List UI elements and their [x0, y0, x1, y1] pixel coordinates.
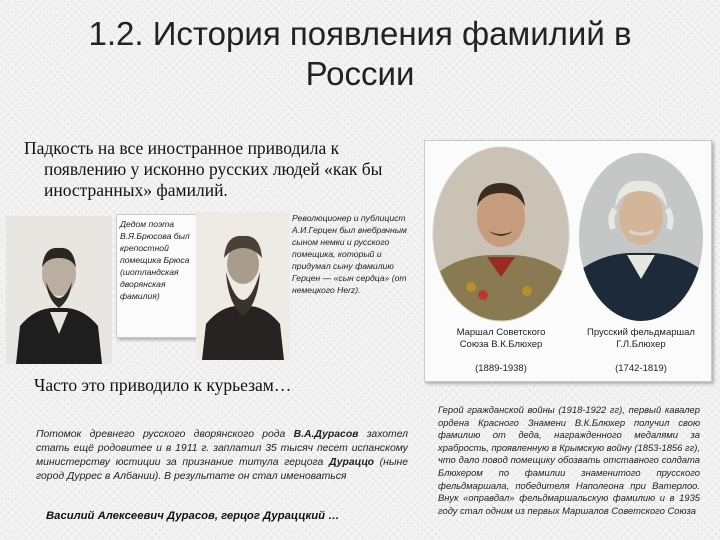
bluecher-label-line-2: Г.Л.Блюхер [616, 339, 666, 350]
herzen-portrait [196, 212, 290, 360]
story-name: В.А.Дурасов [293, 429, 359, 440]
story-part-1: Потомок древнего русского дворянского рода [36, 429, 294, 440]
bluecher-label [577, 327, 705, 351]
durasov-story [36, 428, 408, 484]
intro-line-1: Падкость на все иностранное приводила к [24, 138, 340, 158]
intro-line-2: появлению у исконно русских людей «как бы [44, 159, 383, 179]
blyukher-label-line-2: Союза В.К.Блюхер [459, 339, 543, 350]
story-durazzo: Дураццо [328, 457, 374, 468]
bluecher-years: (1742-1819) [615, 363, 667, 374]
blyukher-portrait [431, 145, 571, 323]
story-part-3: (ныне город Дуррес в Албании). В результате он стал именоваться [36, 457, 408, 482]
bluecher-portrait [577, 151, 705, 323]
intro-line-3: иностранных» фамилий. [44, 180, 228, 200]
herzen-caption: Революционер и публицист А.И.Герцен был внебрачным сыном немки и русского помещика, который и придумал сыну фамилию Герцен — «сын сердца» (от немецкого Herz). [292, 213, 407, 295]
bryusov-caption: Дедом поэта В.Я.Брюсова был крепостной помещика Брюса (шотландская дворянская фамилия) [120, 219, 190, 301]
bluecher-label-line-1: Прусский фельдмаршал [587, 327, 695, 338]
blyukher-years: (1889-1938) [475, 363, 527, 374]
marshals-panel [424, 140, 712, 382]
durasov-title: Василий Алексеевич Дурасов, герцог Дураццкий … [46, 510, 340, 522]
intro-paragraph [24, 138, 444, 201]
bryusov-caption-box [116, 214, 198, 338]
slide-title: 1.2. История появления фамилий в России [88, 15, 632, 92]
story-part-2: захотел стать ещё родовитее и в 1911 г. заплатил 35 тысяч песет испанскому министерству юстиции за признание титула герцога [36, 429, 409, 468]
blyukher-story: Герой гражданской войны (1918-1922 гг), первый кавалер ордена Красного Знамени В.К.Блюхер получил свою фамилию от деда, награжденного медалями за храбрость, проявленную в Крымскую войну (1853-1856 гг), что дало повод помещику обозвать отставного солдата Блюхером по фамилии знаменитого прусского фельдмаршала, победителя Наполеона при Ватерлоо. Внук «оправдал» фельдмаршальскую фамилию и в 1935 году стал одним из первых Маршалов Советского Союза [438, 404, 700, 516]
bryusov-portrait [6, 216, 112, 364]
subheading: Часто это приводило к курьезам… [34, 375, 292, 395]
blyukher-label-line-1: Маршал Советского [456, 327, 546, 338]
blyukher-label [431, 327, 571, 351]
